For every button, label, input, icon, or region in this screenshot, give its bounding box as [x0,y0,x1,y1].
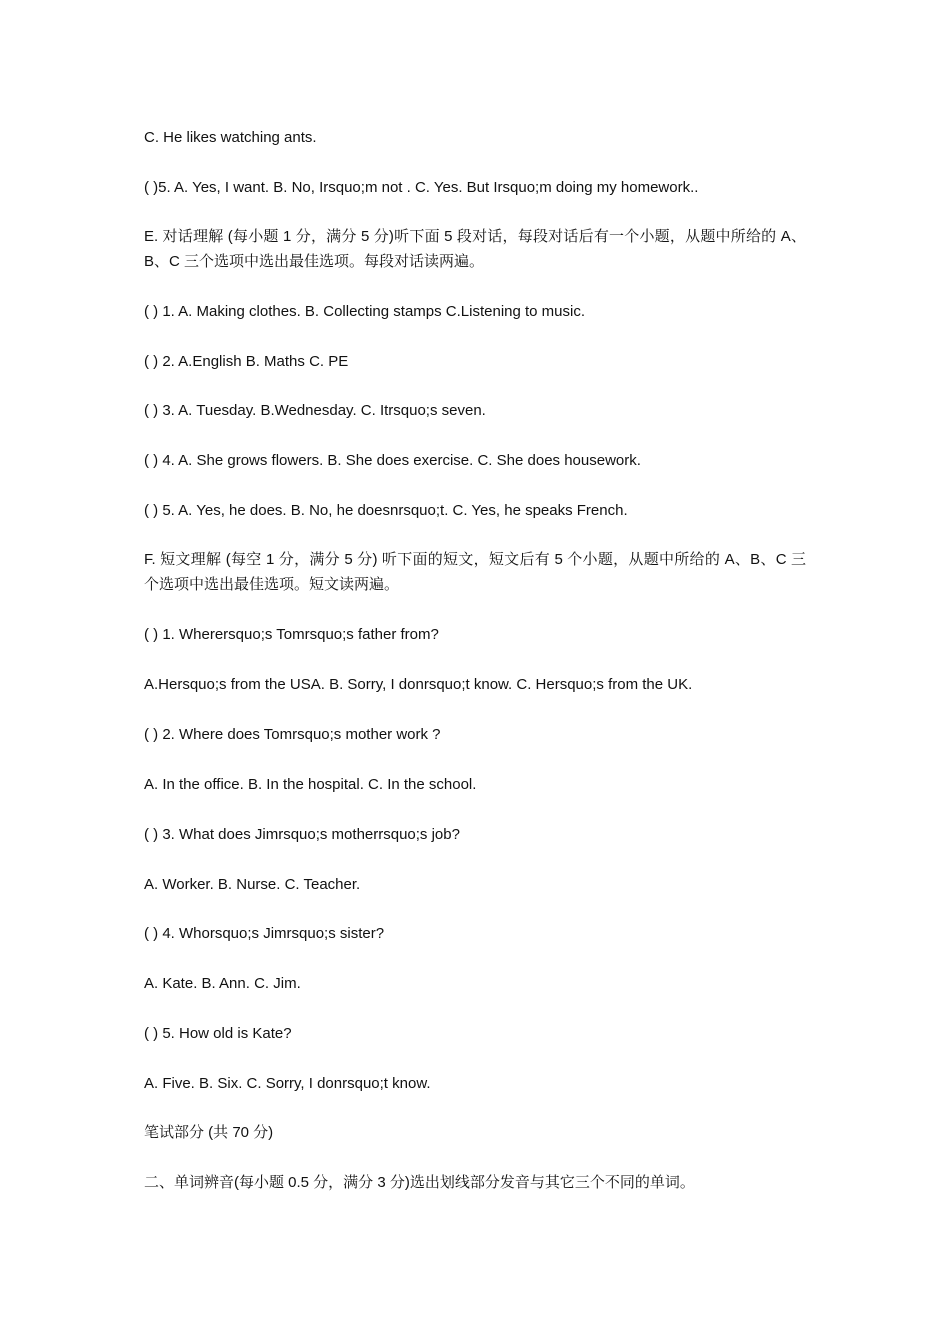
question-line: ( ) 3. A. Tuesday. B.Wednesday. C. Itrsquo;s seven. [144,402,486,419]
answer-option-line: A. Five. B. Six. C. Sorry, I donrsquo;t know. [144,1075,431,1092]
question-line: ( ) 5. How old is Kate? [144,1025,292,1042]
answer-option-line: C. He likes watching ants. [144,129,317,146]
question-line: ( ) 2. Where does Tomrsquo;s mother work ? [144,726,441,743]
question-line: ( ) 5. A. Yes, he does. B. No, he doesnrsquo;t. C. Yes, he speaks French. [144,502,628,519]
section-heading-written: 笔试部分 (共 70 分) [144,1124,274,1141]
answer-option-line: A. In the office. B. In the hospital. C. In the school. [144,776,477,793]
answer-option-line: A. Kate. B. Ann. C. Jim. [144,975,301,992]
question-line: ( ) 2. A.English B. Maths C. PE [144,353,349,370]
question-line: ( ) 4. A. She grows flowers. B. She does exercise. C. She does housework. [144,452,641,469]
question-line: ( ) 4. Whorsquo;s Jimrsquo;s sister? [144,925,385,942]
question-line: ( ) 1. Wherersquo;s Tomrsquo;s father from? [144,626,439,643]
question-line: ( )5. A. Yes, I want. B. No, Irsquo;m not . C. Yes. But Irsquo;m doing my homework.. [144,179,699,196]
answer-option-line: A.Hersquo;s from the USA. B. Sorry, I donrsquo;t know. C. Hersquo;s from the UK. [144,676,693,693]
section-heading-two: 二、单词辨音(每小题 0.5 分，满分 3 分)选出划线部分发音与其它三个不同的单词。 [144,1174,695,1191]
section-heading-f: F. 短文理解 (每空 1 分，满分 5 分) 听下面的短文，短文后有 5 个小题，从题中所给的 A、B、C 三个选项中选出最佳选项。短文读两遍。 [144,551,806,593]
section-heading-e: E. 对话理解 (每小题 1 分，满分 5 分)听下面 5 段对话，每段对话后有一个小题，从题中所给的 A、B、C 三个选项中选出最佳选项。每段对话读两遍。 [144,228,806,270]
question-line: ( ) 3. What does Jimrsquo;s motherrsquo;s job? [144,826,460,843]
question-line: ( ) 1. A. Making clothes. B. Collecting stamps C.Listening to music. [144,303,586,320]
answer-option-line: A. Worker. B. Nurse. C. Teacher. [144,876,361,893]
